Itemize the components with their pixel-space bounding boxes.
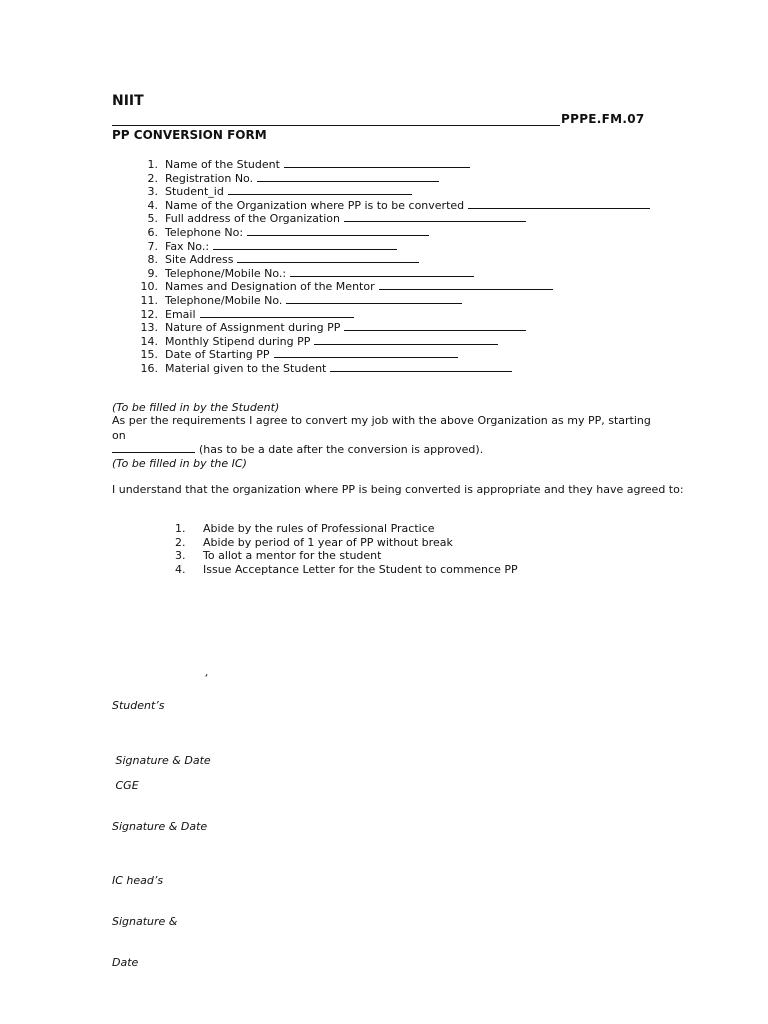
ic-head-signature-label: Signature & <box>112 914 178 928</box>
ic-statement: I understand that the organization where PP is being converted is appropriate and they have agreed to: <box>112 483 684 496</box>
field-label: Names and Designation of the Mentor <box>165 280 375 294</box>
field-blank-line[interactable] <box>379 280 553 290</box>
field-blank-line[interactable] <box>344 212 526 222</box>
condition-item <box>175 563 518 577</box>
cge-signature-date-label: Signature & Date <box>112 819 208 833</box>
condition-number: 2. <box>175 535 186 549</box>
field-item <box>128 335 650 349</box>
field-label: Full address of the Organization <box>165 212 340 226</box>
field-blank-line[interactable] <box>247 226 429 236</box>
field-label: Date of Starting PP <box>165 348 270 362</box>
condition-text: Issue Acceptance Letter for the Student to commence PP <box>203 562 518 576</box>
field-label: Telephone/Mobile No. <box>165 293 283 307</box>
field-blank-line[interactable] <box>330 362 512 372</box>
field-number: 4. <box>147 198 158 212</box>
header-rule <box>112 125 560 126</box>
field-number: 11. <box>140 293 158 307</box>
field-blank-line[interactable] <box>274 348 458 358</box>
field-number: 3. <box>147 185 158 199</box>
ic-head-label: IC head’s <box>112 874 164 888</box>
field-label: Telephone No: <box>165 225 244 239</box>
field-blank-line[interactable] <box>213 240 397 250</box>
field-number: 7. <box>147 239 158 253</box>
field-blank-line[interactable] <box>200 308 354 318</box>
field-label: Nature of Assignment during PP <box>165 321 341 335</box>
field-label: Monthly Stipend during PP <box>165 334 311 348</box>
condition-text: Abide by period of 1 year of PP without break <box>203 535 453 549</box>
field-label: Name of the Organization where PP is to be converted <box>165 198 465 212</box>
field-item <box>128 308 650 322</box>
organization-name: NIIT <box>112 93 144 109</box>
condition-item <box>175 536 518 550</box>
field-label: Email <box>165 307 196 321</box>
field-number: 6. <box>147 225 158 239</box>
stray-mark: ‘ <box>204 672 208 685</box>
field-blank-line[interactable] <box>314 335 498 345</box>
field-blank-line[interactable] <box>228 185 412 195</box>
student-section-note: (To be filled in by the Student) <box>112 401 280 414</box>
field-number: 8. <box>147 253 158 267</box>
condition-item <box>175 522 518 536</box>
student-signature-label: Student’s <box>112 699 165 713</box>
condition-text: To allot a mentor for the student <box>203 549 382 563</box>
field-number: 10. <box>140 280 158 294</box>
field-number: 13. <box>140 321 158 335</box>
student-agreement-line1: As per the requirements I agree to convert my job with the above Organization as my PP, starting on <box>112 414 651 442</box>
field-number: 5. <box>147 212 158 226</box>
field-label: Name of the Student <box>165 158 280 171</box>
field-blank-line[interactable] <box>286 294 462 304</box>
start-date-blank[interactable] <box>112 443 195 453</box>
field-number: 2. <box>147 171 158 185</box>
ic-head-signature-block[interactable] <box>112 847 177 997</box>
condition-number: 1. <box>175 522 186 535</box>
cge-signature-block[interactable] <box>112 752 207 861</box>
ic-head-date-label: Date <box>112 955 139 969</box>
field-item <box>128 280 650 294</box>
student-agreement-paragraph <box>112 414 652 458</box>
field-label: Registration No. <box>165 171 254 185</box>
field-item <box>128 267 650 281</box>
condition-item <box>175 549 518 563</box>
field-blank-line[interactable] <box>284 158 470 168</box>
ic-section-note: (To be filled in by the IC) <box>112 457 247 470</box>
condition-number: 3. <box>175 549 186 563</box>
field-item <box>128 185 650 199</box>
field-blank-line[interactable] <box>237 253 419 263</box>
field-item <box>128 348 650 362</box>
field-blank-line[interactable] <box>257 172 439 182</box>
field-item <box>128 294 650 308</box>
field-number: 16. <box>140 361 158 375</box>
field-item <box>128 212 650 226</box>
field-blank-line[interactable] <box>290 267 474 277</box>
field-item <box>128 158 650 172</box>
field-number: 14. <box>140 334 158 348</box>
condition-number: 4. <box>175 562 186 576</box>
field-item <box>128 240 650 254</box>
field-number: 15. <box>140 348 158 362</box>
field-item <box>128 362 650 376</box>
field-item <box>128 199 650 213</box>
field-label: Fax No.: <box>165 239 210 253</box>
field-item <box>128 226 650 240</box>
form-code: PPPE.FM.07 <box>561 112 645 126</box>
field-label: Telephone/Mobile No.: <box>165 266 287 280</box>
field-item <box>128 321 650 335</box>
field-label: Material given to the Student <box>165 361 327 375</box>
field-number: 12. <box>140 307 158 321</box>
field-blank-line[interactable] <box>344 321 526 331</box>
field-label: Student_id <box>165 185 224 199</box>
field-number: 9. <box>147 266 158 280</box>
field-item <box>128 172 650 186</box>
field-blank-line[interactable] <box>468 199 650 209</box>
student-signature-date-label: Signature & Date <box>112 753 211 767</box>
field-number: 1. <box>147 158 158 171</box>
condition-list <box>175 522 518 576</box>
cge-label: CGE <box>112 779 139 793</box>
field-list <box>128 158 650 376</box>
student-agreement-line2: (has to be a date after the conversion is approved). <box>199 443 484 456</box>
field-label: Site Address <box>165 253 234 267</box>
field-item <box>128 253 650 267</box>
condition-text: Abide by the rules of Professional Practice <box>203 522 435 535</box>
form-title: PP CONVERSION FORM <box>112 128 267 142</box>
